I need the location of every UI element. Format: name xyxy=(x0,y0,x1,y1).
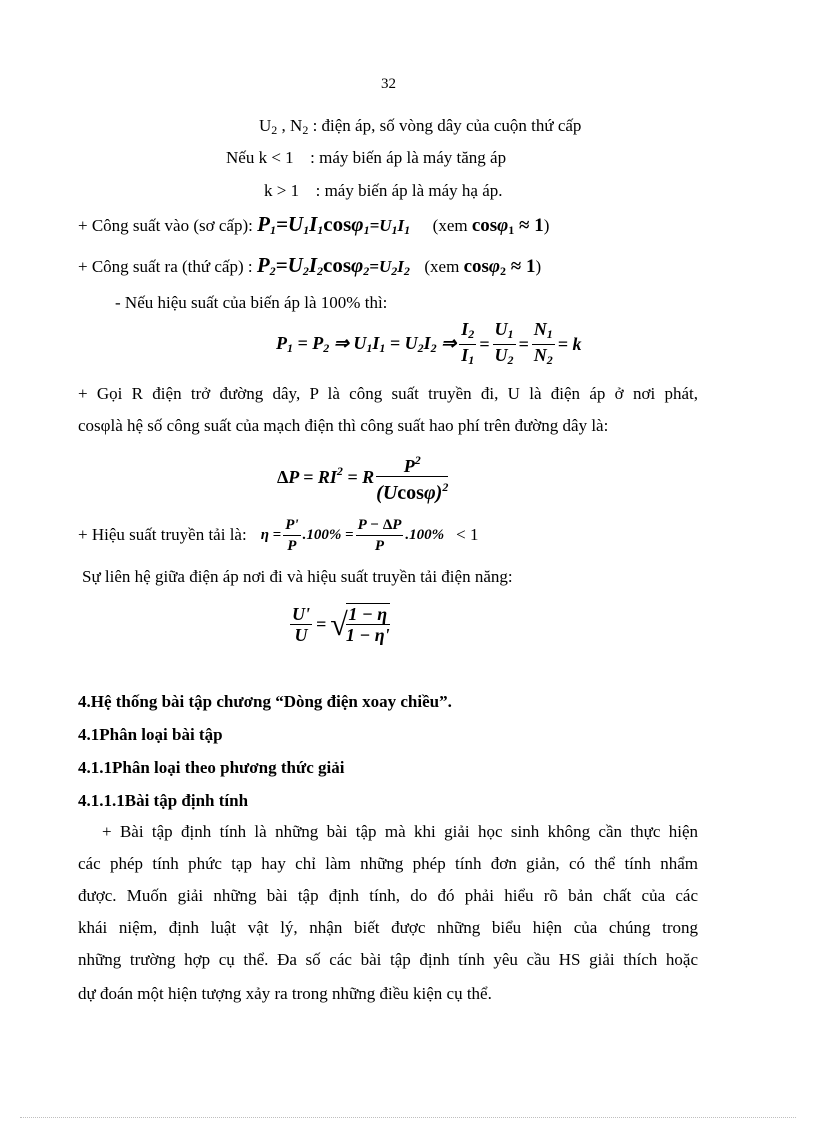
def-k-lt-1 xyxy=(226,148,506,168)
paragraph-line-4: khái niệm, định luật vật lý, nhận biết được những biểu hiện của chúng trong xyxy=(78,918,698,937)
output-power-label: + Công suất ra (thứ cấp) : xyxy=(78,257,253,276)
voltage-relation-formula: $\frac{U'}{U}$ = √ $\frac{1 - \eta}{1 - \eta'}$ xyxy=(292,603,390,645)
def-k-gt-label: k > 1 xyxy=(264,181,300,200)
def-k-lt-text: : máy biến áp là máy tăng áp xyxy=(310,148,507,167)
output-cos-approx: cosφ$_2$ ≈ 1 xyxy=(463,256,536,278)
output-power-note: (xem xyxy=(424,257,460,276)
paragraph-line-1: + Bài tập định tính là những bài tập mà khi giải học sinh không cần thực hiện xyxy=(102,822,698,841)
voltage-efficiency-relation: Sự liên hệ giữa điện áp nơi đi và hiệu suất truyền tải điện năng: xyxy=(82,567,513,586)
paragraph-line-5: những trường hợp cụ thể. Đa số các bài tập định tính yêu cầu HS giải thích hoặc xyxy=(78,950,698,969)
heading-chapter-4: 4.Hệ thống bài tập chương “Dòng điện xoay chiều”. xyxy=(78,692,452,711)
symbol-u2-n2: $U_2$ , $N_2$ xyxy=(259,116,309,137)
input-cos-approx: cosφ$_1$ ≈ 1 xyxy=(471,215,544,237)
loss-line-2: cosφlà hệ số công suất của mạch điện thì công suất hao phí trên đường dây là: xyxy=(78,416,609,435)
def-u2-n2-text: : điện áp, số vòng dây của cuộn thứ cấp xyxy=(312,116,582,135)
efficiency-100-line: - Nếu hiệu suất của biến áp là 100% thì: xyxy=(115,293,388,312)
transmission-lt-one: < 1 xyxy=(456,525,479,544)
input-power-label: + Công suất vào (sơ cấp): xyxy=(78,216,253,235)
input-power-line: + Công suất vào (sơ cấp): $P_1=U_1I_1\cos\varphi_1=U_1I_1$ (xem cosφ$_1$ ≈ 1) xyxy=(78,212,550,237)
output-power-formula: $P_2=U_2I_2\cos\varphi_2=U_2I_2$ xyxy=(256,253,410,278)
page-number: 32 xyxy=(381,76,396,92)
paragraph-line-3: được. Muốn giải những bài tập định tính, do đó phải hiểu rõ bản chất của các xyxy=(78,886,698,905)
input-power-formula: $P_1=U_1I_1\cos\varphi_1=U_1I_1$ xyxy=(257,212,411,237)
power-loss-formula: $\Delta P = RI^2 = R$ $\frac{P^2}{(Ucos\varphi)^2}$ xyxy=(277,448,448,504)
paragraph-line-2: các phép tính phức tạp hay chỉ làm những phép tính đơn giản, có thể tính nhẩm xyxy=(78,854,698,873)
page-bottom-border xyxy=(20,1117,796,1118)
transformer-ratio-formula: $P_1 = P_2$ ⇒ $U_1I_1 = U_2I_2$ ⇒ $\frac{I_2}{I_1}$ = $\frac{U_1}{U_2}$ = $\frac{N_1}{N_2}$ = k xyxy=(276,318,582,367)
def-u2-n2 xyxy=(259,116,581,140)
loss-line-1: + Gọi R điện trở đường dây, P là công suất truyền đi, U là điện áp ở nơi phát, xyxy=(78,384,698,403)
input-power-note: (xem xyxy=(432,216,468,235)
def-k-gt-text: : máy biến áp là máy hạ áp. xyxy=(315,181,503,200)
paragraph-line-6: dự đoán một hiện tượng xảy ra trong những điều kiện cụ thể. xyxy=(78,984,492,1003)
heading-4-1-1: 4.1.1Phân loại theo phương thức giải xyxy=(78,758,345,777)
def-k-lt-label: Nếu k < 1 xyxy=(226,148,294,167)
transmission-formula: η = $\frac{P'}{P}$ .100% = $\frac{P - \Delta P}{P}$ .100% xyxy=(260,516,445,554)
def-k-gt-1 xyxy=(264,181,503,201)
transmission-efficiency-line xyxy=(78,513,478,557)
heading-4-1-1-1: 4.1.1.1Bài tập định tính xyxy=(78,791,249,810)
transmission-label: + Hiệu suất truyền tải là: xyxy=(78,525,247,544)
heading-4-1: 4.1Phân loại bài tập xyxy=(78,725,223,744)
output-power-line: + Công suất ra (thứ cấp) : $P_2=U_2I_2\cos\varphi_2=U_2I_2$ (xem cosφ$_2$ ≈ 1) xyxy=(78,253,542,278)
